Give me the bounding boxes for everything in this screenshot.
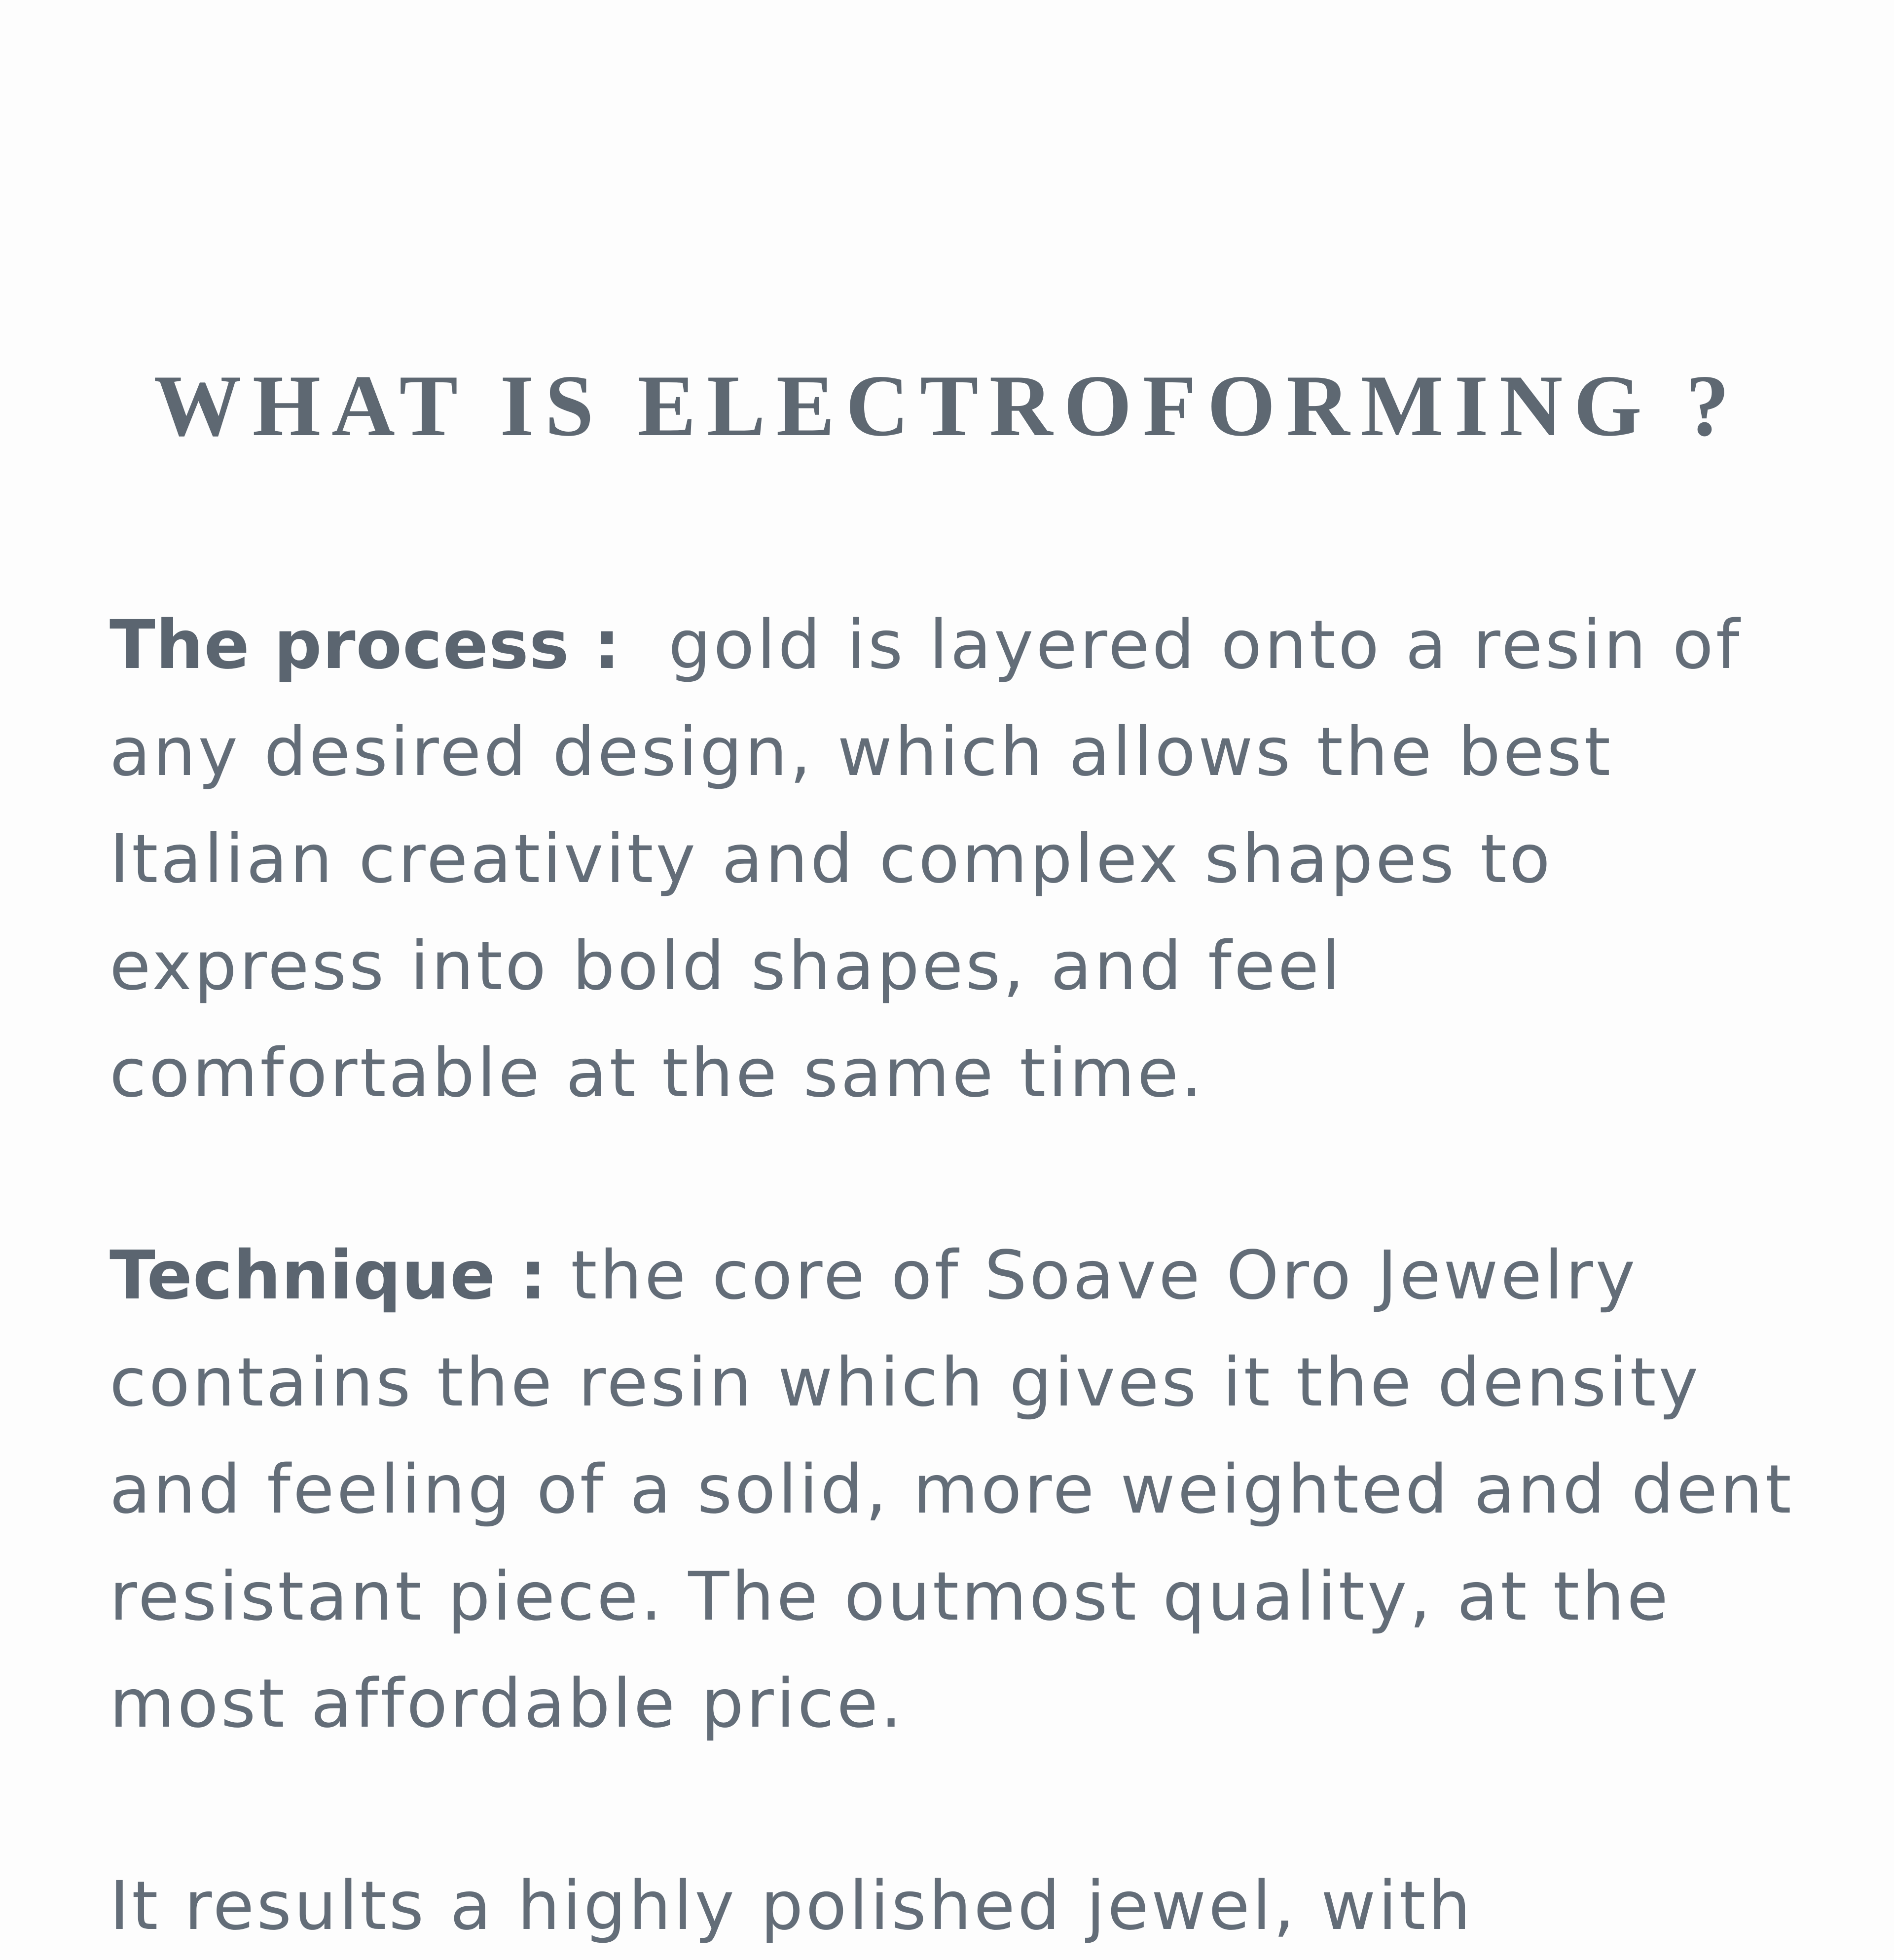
technique-line-2: contains the resin which gives it the density	[109, 1344, 1701, 1422]
technique-paragraph	[109, 1222, 1806, 1758]
technique-line-4: resistant piece. The outmost quality, at the	[109, 1558, 1671, 1636]
process-line-2: any desired design, which allows the best	[109, 713, 1613, 791]
process-paragraph	[109, 592, 1806, 1127]
process-label: The process :	[109, 606, 621, 684]
process-line-1: gold is layered onto a resin of	[668, 606, 1742, 684]
technique-line-3: and feeling of a solid, more weighted and dent	[109, 1451, 1794, 1529]
technique-label: Technique :	[109, 1237, 547, 1315]
process-line-3: Italian creativity and complex shapes to	[109, 820, 1553, 898]
page-title: WHAT IS ELECTROFORMING ?	[153, 357, 1741, 454]
technique-line-1: the core of Soave Oro Jewelry	[571, 1237, 1638, 1315]
process-line-5: comfortable at the same time.	[109, 1035, 1205, 1112]
result-line-1: It results a highly polished jewel, with	[109, 1867, 1473, 1945]
process-line-4: express into bold shapes, and feel	[109, 927, 1343, 1005]
technique-line-5: most affordable price.	[109, 1665, 905, 1743]
result-paragraph	[109, 1853, 1806, 1960]
